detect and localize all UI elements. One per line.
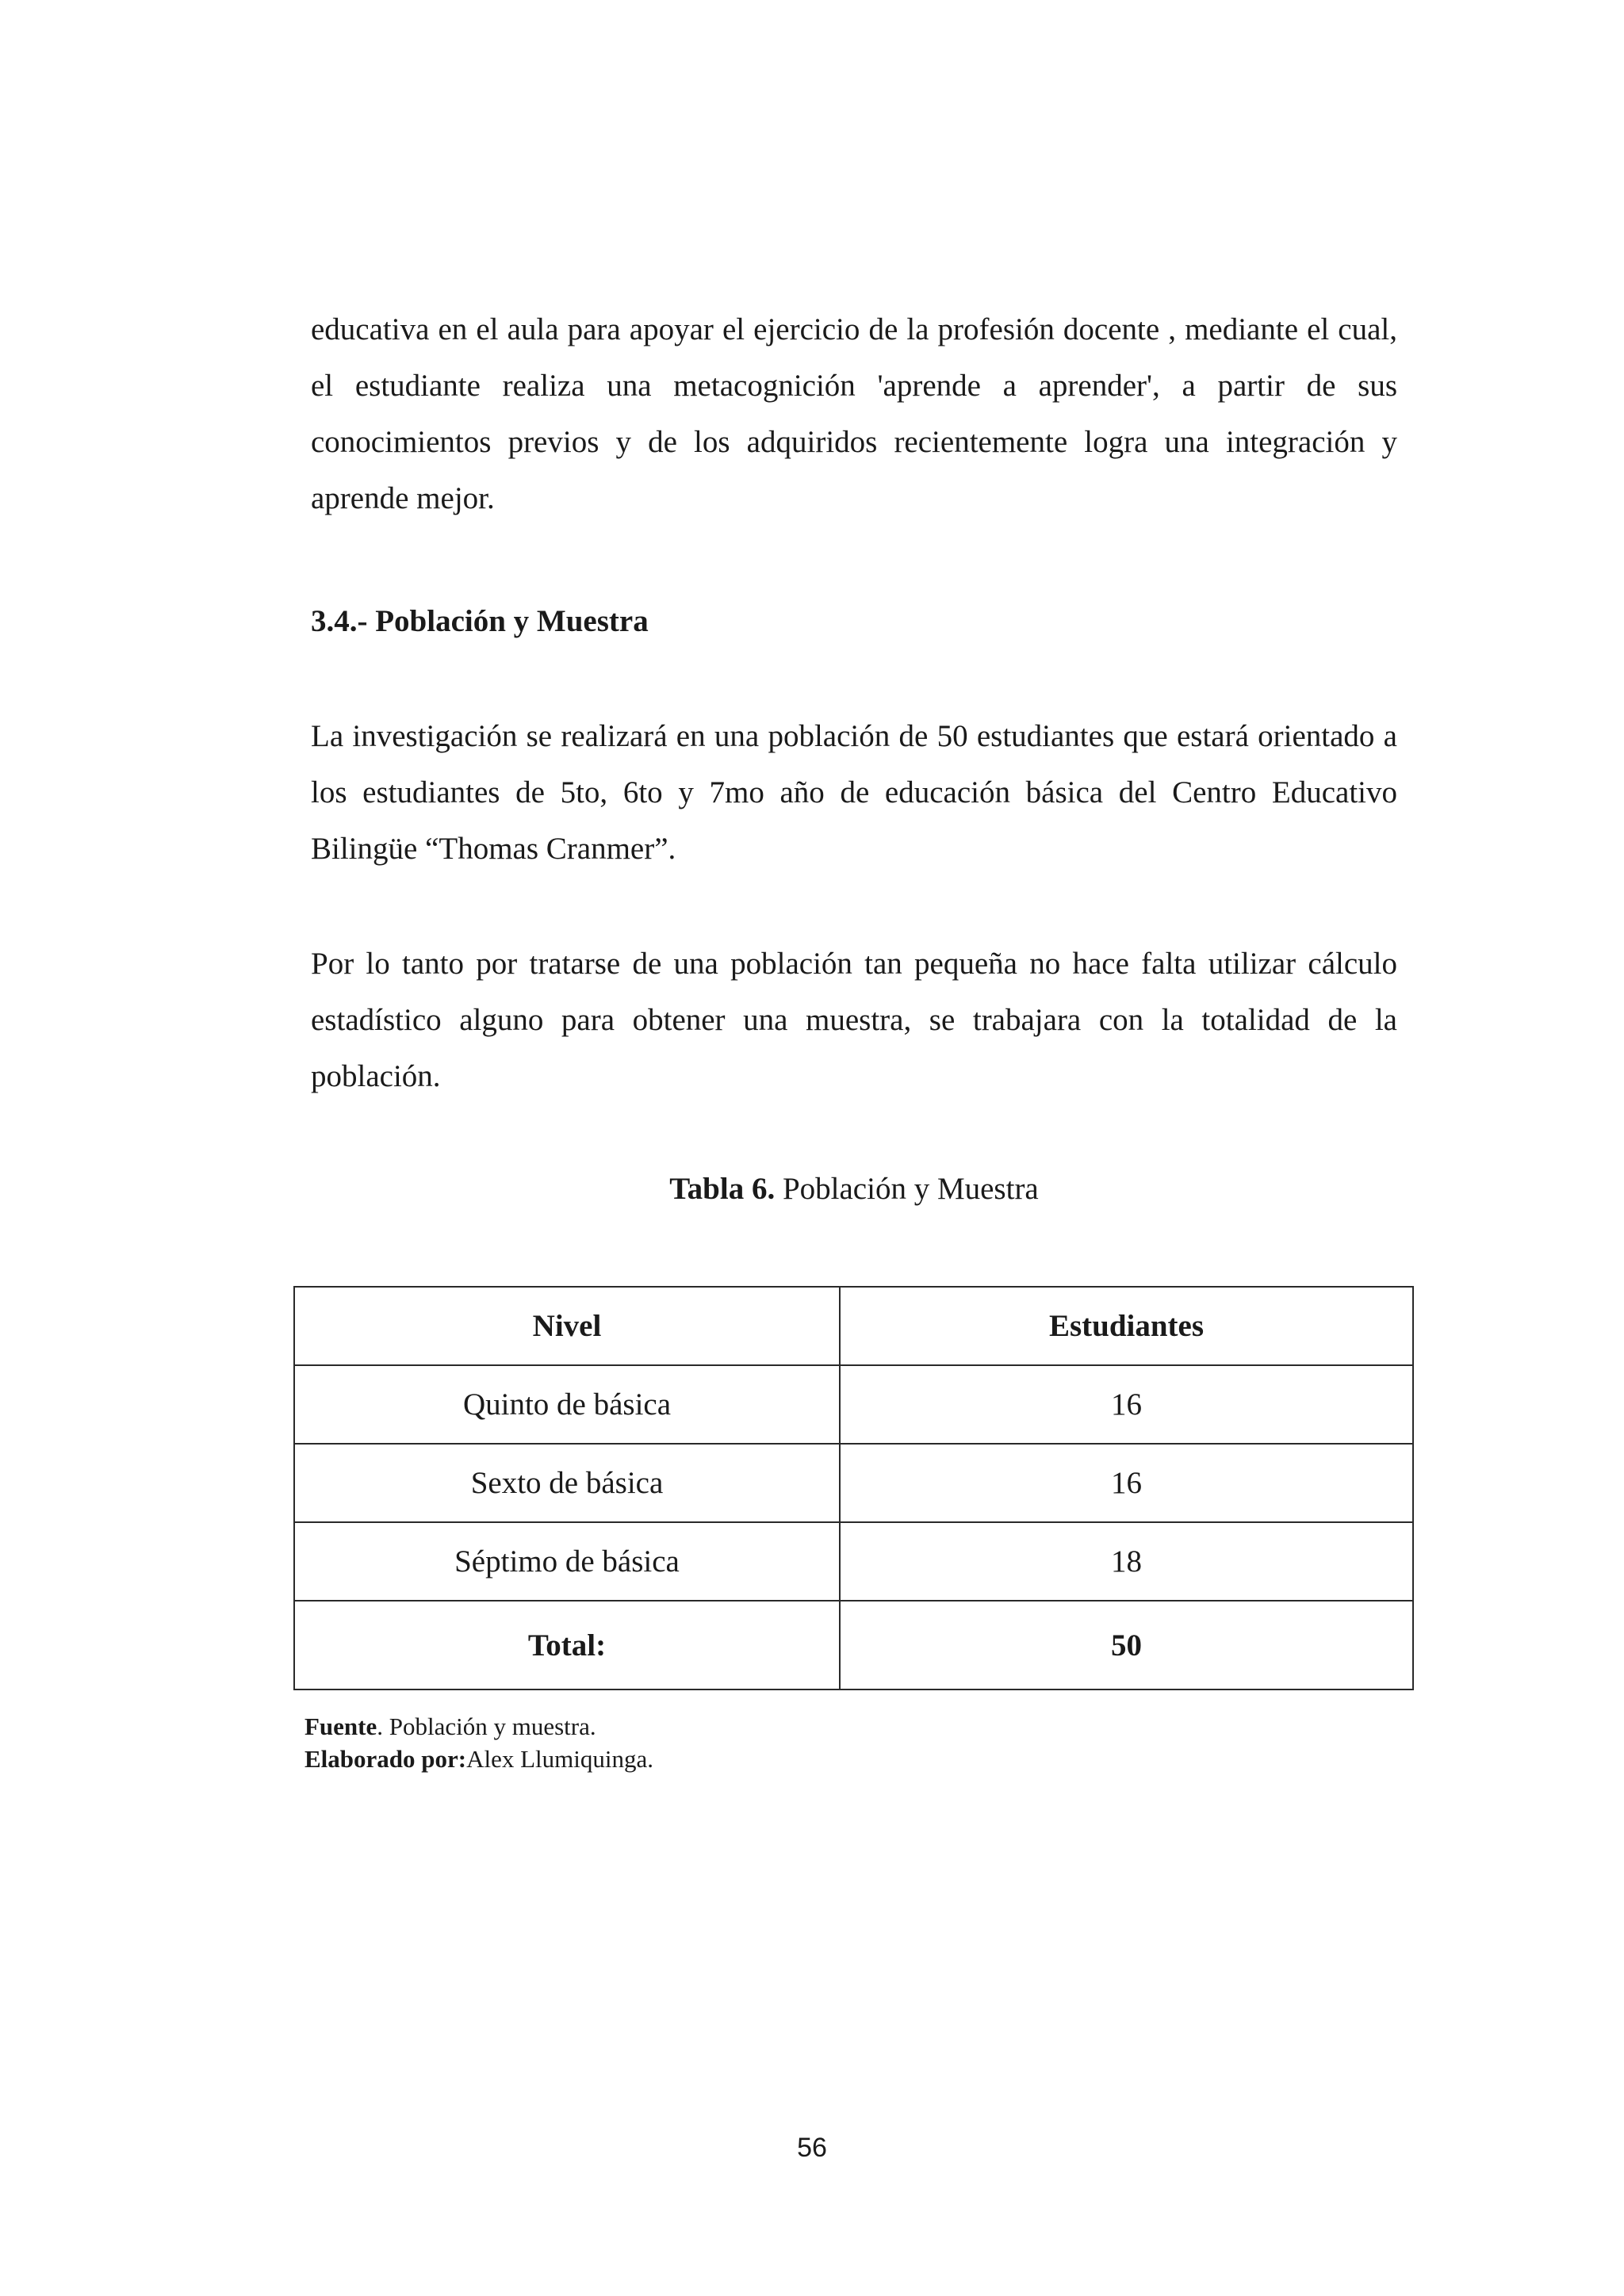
cell-total-label: Total: (294, 1601, 840, 1689)
paragraph-intro: educativa en el aula para apoyar el ejercicio de la profesión docente , mediante el cual, el estudiante realiza una metacognición 'aprende a aprender', a partir de sus conocimientos previos y de los adquiridos recientemente logra una integración y aprende mejor. (311, 312, 1397, 515)
document-body (311, 301, 1397, 1296)
cell-estudiantes: 16 (840, 1444, 1413, 1522)
cell-estudiantes: 18 (840, 1522, 1413, 1601)
table-caption-label: Tabla 6. (669, 1172, 776, 1206)
footnote-source-label: Fuente (304, 1712, 377, 1740)
footnote-author-label: Elaborado por: (304, 1745, 467, 1773)
header-estudiantes: Estudiantes (840, 1287, 1413, 1365)
table-caption (311, 1169, 1397, 1209)
footnote-source-text: . Población y muestra. (377, 1712, 596, 1740)
section-heading: 3.4.- Población y Muestra (311, 604, 649, 638)
cell-estudiantes: 16 (840, 1365, 1413, 1444)
table-row (294, 1522, 1413, 1601)
footnote-author-text: Alex Llumiquinga. (466, 1745, 654, 1773)
page-number: 56 (797, 2133, 827, 2163)
cell-nivel: Séptimo de básica (294, 1522, 840, 1601)
footnote-author (304, 1743, 653, 1775)
header-nivel: Nivel (294, 1287, 840, 1365)
table-row (294, 1444, 1413, 1522)
cell-nivel: Quinto de básica (294, 1365, 840, 1444)
table-header-row (294, 1287, 1413, 1365)
table-footnote (304, 1710, 653, 1775)
table-total-row (294, 1601, 1413, 1689)
table-row (294, 1365, 1413, 1444)
paragraph-poblacion: La investigación se realizará en una población de 50 estudiantes que estará orientado a los estudiantes de 5to, 6to y 7mo año de educación básica del Centro Educativo Bilingüe “Thomas Cranmer”. (311, 719, 1397, 866)
cell-nivel: Sexto de básica (294, 1444, 840, 1522)
population-table (293, 1286, 1414, 1690)
paragraph-muestra: Por lo tanto por tratarse de una población tan pequeña no hace falta utilizar cálculo estadístico alguno para obtener una muestra, se trabajara con la totalidad de la población. (311, 947, 1397, 1093)
table-caption-text: Población y Muestra (775, 1172, 1039, 1206)
footnote-source (304, 1710, 653, 1743)
cell-total-value: 50 (840, 1601, 1413, 1689)
